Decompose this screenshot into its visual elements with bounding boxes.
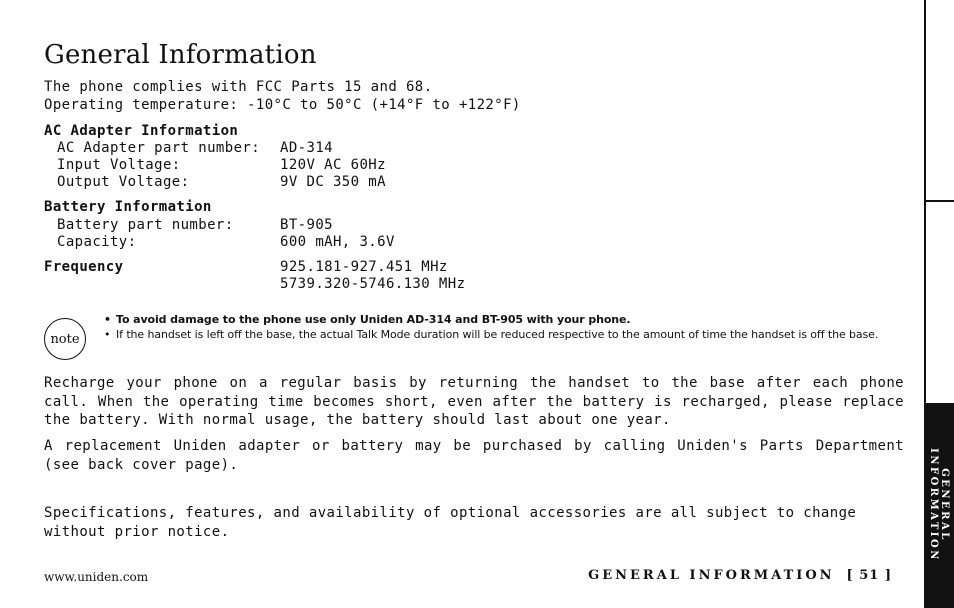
spec-value: 9V DC 350 mA <box>280 174 386 190</box>
spec-value: 120V AC 60Hz <box>280 157 386 173</box>
spec-row <box>57 233 395 251</box>
spec-key: AC Adapter part number: <box>57 140 261 156</box>
spec-row <box>57 216 333 234</box>
section-tab-line: GENERAL <box>939 468 950 542</box>
spec-value: BT-905 <box>280 217 333 233</box>
footer-section-title <box>588 568 892 583</box>
website-link[interactable]: www.uniden.com <box>44 570 149 584</box>
intro-block <box>44 78 521 114</box>
specifications-block <box>44 122 744 297</box>
spec-key: Capacity: <box>57 234 137 250</box>
note-icon: note <box>44 318 86 360</box>
footer-section-name: GENERAL INFORMATION <box>588 568 835 583</box>
spec-key: Input Voltage: <box>57 157 181 173</box>
note-item: • To avoid damage to the phone use only Uniden AD-314 and BT-905 with your phone. <box>102 312 902 327</box>
spec-row <box>57 139 333 157</box>
operating-temperature-text: Operating temperature: -10°C to 50°C (+14°F to +122°F) <box>44 97 521 113</box>
note-item: • If the handset is left off the base, the actual Talk Mode duration will be reduced respective to the amount of time the handset is off the base. <box>102 327 902 342</box>
frequency-value: 925.181-927.451 MHz <box>280 259 448 275</box>
spec-key: Battery part number: <box>57 217 234 233</box>
page-title: General Information <box>44 40 317 70</box>
spec-row <box>57 173 386 191</box>
fcc-compliance-text: The phone complies with FCC Parts 15 and 68. <box>44 79 433 95</box>
section-tab-label <box>928 448 950 562</box>
spec-row <box>57 156 386 174</box>
page-number: [ 51 ] <box>846 568 892 583</box>
specifications-disclaimer: Specifications, features, and availability of optional accessories are all subject to change without prior notice. <box>44 505 857 540</box>
ac-adapter-heading: AC Adapter Information <box>44 123 239 139</box>
note-list <box>102 312 902 342</box>
spec-key: Output Voltage: <box>57 174 190 190</box>
note-callout <box>44 312 904 364</box>
replacement-paragraph: A replacement Uniden adapter or battery may be purchased by calling Uniden's Parts Department (see back cover page). <box>44 438 904 473</box>
recharge-paragraph: Recharge your phone on a regular basis by returning the handset to the base after each phone call. When the operating time becomes short, even after the battery is recharged, please replace the battery. With normal usage, the battery should last about one year. <box>44 375 904 428</box>
spec-value: AD-314 <box>280 140 333 156</box>
frequency-heading: Frequency <box>44 259 124 275</box>
side-tab-marker <box>924 200 954 202</box>
section-tab-line: INFORMATION <box>928 448 939 562</box>
frequency-value: 5739.320-5746.130 MHz <box>280 276 466 292</box>
spec-value: 600 mAH, 3.6V <box>280 234 395 250</box>
battery-heading: Battery Information <box>44 199 212 215</box>
